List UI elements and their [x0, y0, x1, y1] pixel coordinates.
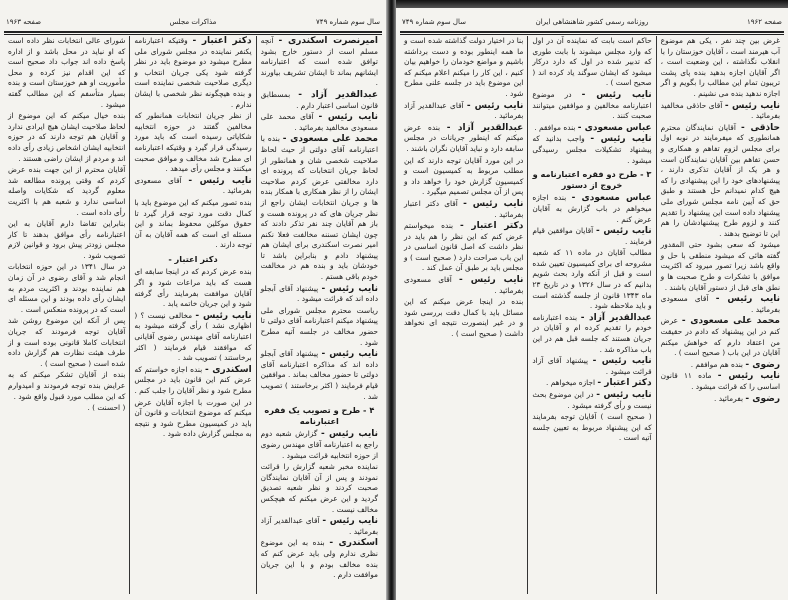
paragraph [661, 316, 780, 358]
page-number: صفحه ۱۹۶۳ [6, 18, 42, 26]
speech-text: بنده اجازه میخواهم در باب گزارش به آقایان عرض کنم . [532, 193, 652, 224]
speech-text: بنده در اینجا عرض میکنم که این مسائل باید با کمال دقت بررسی شود و در غیر اینصورت نتیجه ای نخواهد داشت ( صحیح است ) . [404, 297, 524, 339]
speaker-name: نایب رئیس - [590, 134, 652, 145]
paragraph [134, 365, 251, 397]
paragraph [134, 267, 251, 309]
paragraph [134, 36, 251, 110]
speech-text: بنده اعتبارنامه خودم را تقدیم کرده ام و آقایان در جریان هستند که جلسه قبل هم در این باب مذاکره شد . [532, 312, 652, 354]
speech-text: در سال ۱۳۴۱ در این حوزه انتخابات انجام شد و آقای رضوی در آن زمان هم نماینده بودند و اکثریت مردم به ایشان رأی داده بودند و این مسئله ای است که در پرونده منعکس است . [8, 262, 126, 314]
speaker-name: اسکندری - [329, 538, 378, 549]
paragraph [661, 36, 780, 100]
speech-text: پس از آنکه این موضوع روشن شد آقایان توجه فرمودند که جریان انتخابات کاملا قانونی بوده است و از طرف هیئت نظارت هم گزارش داده شده است ( صحیح است ) . [8, 316, 126, 368]
paragraph [404, 297, 523, 339]
speech-text: غرض بین چند نفر ، یکی هم موضوع آب هیرمند است ، آقایان خوزستان را با انقلاب نگذاشته ، این وضعیت است ، اگر آقایان اجازه بدهید بنده پای پشت تریبون تمام این مطالب را بگویم و اگر اجازه ندهید بنده می نشینم . [660, 36, 780, 98]
paragraph [8, 262, 125, 315]
speaker-name: عبدالقدیر آزاد - [446, 122, 524, 133]
speech-text: بنده میخواستم عرض کنم که این نظر را هم باید در نظر داشت که اصل قانون اساسی در این باب صراحت دارد ( صحیح است ) و مجلس باید بر طبق آن عمل کند . [404, 221, 524, 273]
speech-text: آقای عبدالقدیر آزاد بفرمائید . [260, 516, 378, 536]
speech-text: بنده به این موضوع نظری ندارم ولی باید عرض کنم که بنده مخالف بودم و با این جریان موافقت دارم . [260, 538, 378, 580]
paragraph [261, 538, 378, 580]
speech-text: بنده از آقایان تشکر میکنم که به عرایض بنده توجه فرمودند و امیدوارم که این مطلب مورد قبول واقع شود . [8, 370, 126, 401]
paragraph [261, 90, 378, 111]
speaker-name: محمد علی مسعودی - [681, 316, 780, 327]
speech-text: پیشنهاد آقای آبجلو داده اند که مذاکره اعتبارنامه آقای دولتی تا حضور مخالف بماند . موافقین قیام فرمایند ( اکثر برخاستند ) تصویب شد . [260, 349, 378, 401]
paragraph [532, 36, 651, 89]
speaker-name: نایب رئیس - [459, 275, 524, 286]
paragraph [134, 111, 251, 175]
speech-text: بنا در اختیار دولت گذاشته شده است و ما همه اینطور بوده و دست برداشته باشیم و مواضع خودمان را خواهیم بیان کنیم ، این کار را میکنم اعلام میکنم که این موضوع باید در جلسه علنی مطرح شود . [404, 36, 524, 98]
scan-shadow [396, 0, 788, 8]
speaker-name: نایب رئیس - [320, 429, 378, 440]
speaker-name: نایب رئیس - [592, 356, 652, 367]
paragraph [134, 398, 251, 440]
speech-text: پیشنهاد آقای آزاد قرائت میشود . [532, 356, 652, 376]
text-column [4, 36, 129, 594]
speech-text: آقای محمد علی مسعودی مخالفید بفرمائید . [260, 112, 378, 132]
paragraph [404, 221, 523, 274]
paragraph [261, 516, 378, 537]
speech-text: پیشنهاد آقای آبجلو داده اند که قرائت میشود . [260, 283, 378, 304]
right-page-header [402, 18, 782, 30]
paragraph [661, 123, 780, 240]
paragraph [661, 394, 780, 405]
paragraph [532, 412, 651, 444]
speech-text: آنچه مسلم است از دستور خارج بشود توافق شده است که اعتبارنامه ایشانهم بماند تا ایشان تشریف بیاورند . [260, 36, 378, 88]
text-column [527, 36, 655, 594]
paragraph [8, 111, 125, 164]
left-page [0, 0, 386, 600]
paragraph [661, 101, 780, 122]
speech-text: آقای دکتر اعتبار بفرمائید . [404, 198, 524, 219]
speech-text: گزارش شعبه دوم راجع به اعتبارنامه آقای مهندس رضوی از حوزه انتخابیه قرائت میشود . [260, 429, 378, 460]
speech-text: بنده خیال میکنم که این موضوع از لحاظ صلاحیت ایشان هیچ ایرادی ندارد و آقایان هم توجه دارند که در حوزه انتخابیه ایشان اشخاص زیادی رأی داده اند و مردم از ایشان راضی هستند . [8, 111, 126, 163]
speech-text: بنده تصور میکنم که این موضوع باید با کمال دقت مورد توجه قرار گیرد تا حقوق موکلین محفوظ بماند و این مسئله ای است که همه آقایان به آن توجه دارند . [134, 197, 252, 250]
text-column [656, 36, 784, 594]
paragraph [532, 226, 651, 247]
paragraph [261, 112, 378, 133]
speech-text: ( صحیح است ) آقایان توجه بفرمایند که این پیشنهاد مربوط به تعیین جلسه آتیه است . [532, 412, 652, 443]
speaker-name: نایب رئیس - [321, 349, 378, 360]
speaker-name: نایب رئیس - [581, 89, 652, 100]
running-title: روزنامه رسمی کشور شاهنشاهی ایران [535, 18, 649, 26]
speaker-name: عبدالقدیر آزاد - [298, 89, 378, 100]
speech-text: از نظر جریان انتخابات همانطور که مخالفین گفتند در حوزه انتخابیه شکایاتی رسیده است که باید مورد رسیدگی قرار گیرد و وقتیکه اعتبارنامه ای مطرح شد مخالف و موافق صحبت میکنند و مجلس رأی میدهد . [134, 111, 252, 174]
speech-text: اجازه میخواهم . [546, 378, 596, 388]
paragraph [661, 371, 780, 392]
speech-text: آقای مسعودی بفرمائید . [404, 275, 524, 295]
book-gutter [386, 0, 396, 600]
speech-text: در این مورد آقایان توجه دارند که این مطلب مربوط به کمیسیون است و کمیسیون گزارش خود را خواهد داد و پس از آن مجلس تصمیم میگیرد . [404, 155, 524, 197]
speaker-name: نایب رئیس - [321, 283, 378, 294]
speech-text: بنده هم موافقم . [690, 359, 743, 369]
speech-text: ( احسنت ) . [87, 403, 126, 413]
section-heading: ۳ - طرح دو فقره اعتبارنامه و خروج از دستور [532, 169, 652, 190]
issue-number: سال سوم شماره ۷۴۹ [402, 18, 466, 26]
paragraph [404, 156, 523, 198]
speech-text: وقتیکه اعتبارنامه یکنفر نماینده در مجلس شورای ملی مطرح میشود دو موضوع باید در نظر گرفته شود یکی جریان انتخاب و دیگری صلاحیت شخصی نماینده است و بنده هیچگونه نظر شخصی با ایشان ندارم . [134, 36, 252, 109]
issue-number: سال سوم شماره ۷۴۹ [316, 18, 380, 26]
speech-text: مطالب آقایان در ماده ۱۱ که شعبه مشروحه ای برای کمیسیون تعیین شده است و قبل از آنکه وارد بحث شویم بدانیم که در سال ۱۳۲۶ و در تاریخ ۲۳ ماه ۱۳۴۳ قانون از جلسه گذشته است و باید ملاحظه شود . [532, 248, 652, 311]
paragraph [134, 176, 251, 197]
speaker-name: دکتر اعتبار - [192, 36, 252, 46]
speaker-name: عباس مسعودی - [577, 122, 652, 133]
paragraph [261, 134, 378, 282]
right-page-columns [400, 36, 784, 594]
paragraph [532, 123, 651, 134]
left-page-columns [4, 36, 382, 594]
speech-text: بفرمائید . [714, 393, 743, 403]
paragraph [261, 429, 378, 461]
paragraph [404, 275, 523, 296]
paragraph [404, 123, 523, 155]
speech-text: واجب بدانید که پیشنهاد تشکیلات مجلس رسیدگی میشود . [532, 134, 652, 165]
speech-text: آقای حاذقی مخالفید بفرمائید . [660, 100, 780, 121]
speaker-name: دکتر اعتبار - [597, 378, 652, 389]
paragraph [261, 284, 378, 305]
paragraph [532, 313, 651, 355]
speech-text: بمسطابق قانون اساسی اعتبار دارم . [260, 89, 378, 110]
speaker-name: اسکندری - [204, 364, 252, 375]
speaker-name: امیرنصرت اسکندری - [278, 36, 378, 46]
paragraph [261, 462, 378, 515]
paragraph [8, 36, 125, 110]
paragraph [404, 36, 523, 100]
speaker-name: نایب رئیس - [318, 112, 378, 123]
paragraph [661, 294, 780, 315]
paragraph [532, 193, 651, 225]
speaker-name: محمد علی مسعودی - [282, 134, 378, 145]
speech-text: بنده موافقم . [534, 122, 576, 132]
running-title: مذاکرات مجلس [169, 18, 217, 26]
speech-text: در این موضوع بحث نیست و رأی گرفته میشود . [532, 390, 652, 410]
text-column [129, 36, 255, 594]
speaker-name: نایب رئیس - [596, 226, 652, 237]
text-column [400, 36, 527, 594]
paragraph [532, 248, 651, 312]
speaker-name: نایب رئیس - [724, 100, 780, 111]
speech-text: در موضوع اعتبارنامه مخالفین و موافقین میتوانند صحبت کنند . [532, 89, 652, 121]
speaker-name: نایب رئیس - [717, 371, 780, 382]
speech-text: عرض کنم در این پیشنهاد که دادم در حقیقت من اعتقاد دارم که خواهش میکنم آقایان در این باب ( صحیح است ) . [660, 316, 780, 358]
paragraph [261, 349, 378, 402]
speaker-name: رضوی - [745, 393, 780, 404]
paragraph [404, 101, 523, 122]
speech-text: آقایان موافقین قیام فرمایند . [532, 226, 652, 246]
page-number: صفحه ۱۹۶۲ [746, 18, 782, 26]
speech-text: بنده اجازه خواستم که عرض کنم این قانون باید در مجلس مطرح شود و نظر آقایان را جلب کنم . [134, 364, 252, 395]
paragraph [532, 134, 651, 166]
speech-text: آقایان نمایندگان محترم همانطوری که میفرمایند در نوبه اول برای مجلس لزوم تفاهم و همکاری و حسن تفاهم بین آقایان نمایندگان است و هر یک از آقایان تذکری دارند ، پیشنهادهای خود را این پیشنهادی را که هیچ کدام نمیدانم حل هستند و طبق حق که آیین نامه مجلس شورای ملی پیشنهاد داده است این پیشنهاد را تقدیم کنند و لزوم طرح پیشنهادشان را هم این تا توضیح بدهند . [660, 122, 780, 238]
paragraph [661, 360, 780, 371]
speech-text: آقای مسعودی بفرمائید . [134, 175, 252, 196]
speaker-name: نایب رئیس - [195, 310, 252, 321]
speech-text: آقای عبدالقدیر آزاد بفرمائید . [404, 100, 524, 121]
paragraph [532, 378, 651, 389]
paragraph [8, 165, 125, 218]
speaker-name: عبدالقدیر آزاد - [580, 312, 652, 323]
speech-text: بنده عرض میکنم که اینطور جریانات در مجلس سابقه دارد و نباید آقایان نگران باشند . [404, 122, 524, 153]
right-page [396, 0, 788, 600]
speaker-name: رضوی - [745, 359, 780, 370]
text-column [256, 36, 382, 594]
paragraph [261, 36, 378, 89]
speech-text: بنابراین تقاضا دارم آقایان به این اعتبارنامه رأی موافق بدهند تا کار مجلس زودتر پیش برود و قوانین لازم تصویب شود . [8, 219, 126, 260]
speaker-name: نایب رئیس - [322, 516, 378, 527]
paragraph [404, 199, 523, 220]
speech-text: میشود که سعی بشود حتی المقدور گفته هائی که میشود منطقی با حل و واقع باشد زیرا تصور میرود که اکثریت موافق با تشکرات و طرح صحبت ها و نطق های قبل از دستور آقایان باشند . [660, 240, 780, 292]
paragraph [532, 390, 651, 411]
speaker-name: نایب رئیس - [715, 294, 781, 305]
paragraph [532, 356, 651, 377]
speech-text: بنده با اعتبارنامه آقای دولتی از حیث لحاظ صلاحیت شخصی شان و همانطور از لحاظ جریان انتخابات که پرونده ای دارد مخالفتی عرض کردم صلاحیت ایشان را از نظر همکاری با همکار بنده ها و جریان انتخابات ایشان راجع از نظر جریان های که در پرونده هست و باز هم آقایان چند نفر تذکر دادند که چون ایشان تسننه مخالفت فعلا نکنم امیر نصرت اسکندری برای ایشان هم پیشنهاد دادم و بنابراین باشد تا خودشان باید و بنده هم در مخالفت خودم باقی هستم . [260, 134, 378, 282]
section-heading: دکتر اعتبار - [168, 253, 218, 264]
header-rule [4, 31, 382, 35]
speech-text: شورای عالی انتخابات نظر داده است که او نباید در محل باشد و از اداره پاسخ داده اند جواب داد صحیح است که این اقدام نیز کرده و محل مأموریت او هم خوزستان است و بنده بسیار متأسفم که این مطالب گفته میشود . [8, 36, 126, 109]
speaker-name: نایب رئیس - [463, 198, 524, 209]
speech-text: نماینده مخبر شعبه گزارش را قرائت نمودند و پس از آن آقایان نمایندگان صحبت کردند و نظر شعبه تصدیق گردید و این عرض میکنم که هیچکس مخالف نیست . [260, 462, 378, 514]
section-heading: ۴ - طرح و تصویب یک فقره اعتبارنامه [264, 405, 375, 426]
speaker-name: نایب رئیس - [596, 390, 652, 400]
speaker-name: نایب رئیس - [466, 100, 524, 111]
speech-text: آقای مسعودی بفرمائید . [660, 294, 780, 314]
paragraph [134, 311, 251, 364]
speaker-name: حاذقی - [740, 122, 780, 133]
speaker-name: نایب رئیس - [188, 175, 252, 186]
paragraph [8, 219, 125, 261]
speech-text: مخالفی نیست ؟ ( اظهاری نشد ) رأی گرفته میشود به اعتبارنامه آقای مهندس رضوی آقایانی که موافقند قیام فرمایند ( اکثر برخاستند ) تصویب شد . [134, 310, 252, 363]
speech-text: بنده عرض کردم که در اینجا سابقه ای هست که باید مراعات شود و اگر آقایان موافقت بفرمایند رأی گرفته شود و این جریان خاتمه یابد . [134, 267, 252, 309]
paragraph [8, 370, 125, 402]
left-page-header [6, 18, 380, 30]
speaker-name: دکتر اعتبار - [460, 221, 524, 232]
speech-text: آقایان محترم از این جهت بنده عرض کردم که وقتی پرونده مطالعه شد معلوم گردید که شکایات واصله اساسی ندارد و شعبه هم با اکثریت رأی داده است . [8, 165, 126, 217]
speaker-name: عباس مسعودی - [571, 193, 652, 204]
paragraph [8, 316, 125, 369]
speech-text: حاکم است بابت که نماینده آن در اول که وارد مجلس میشوند با بابت طوری که تدبیر شده در اول که دارد درکار میشود که ایشان سوگند یاد کرده اند ( صحیح است ) . [532, 36, 652, 88]
speech-text: ماده ۱۱ قانون اساسی را که قرائت میشود . [660, 371, 780, 391]
speech-text: در این صورت با اجازه آقایان عرض میکنم که موضوع انتخابات و قانون آن باید در کمیسیون مطرح شود و نتیجه به مجلس گزارش داده شود . [134, 397, 252, 439]
paragraph [532, 90, 651, 122]
paragraph [661, 240, 780, 293]
speech-text: ریاست محترم مجلس شورای ملی پیشنهاد میکنم اعتبارنامه آقای دولتی تا حضور مخالف در جلسه آتیه مطرح شود . [260, 305, 378, 347]
paragraph [134, 198, 251, 251]
paragraph [261, 306, 378, 348]
paragraph [8, 403, 125, 414]
header-rule [400, 31, 784, 35]
